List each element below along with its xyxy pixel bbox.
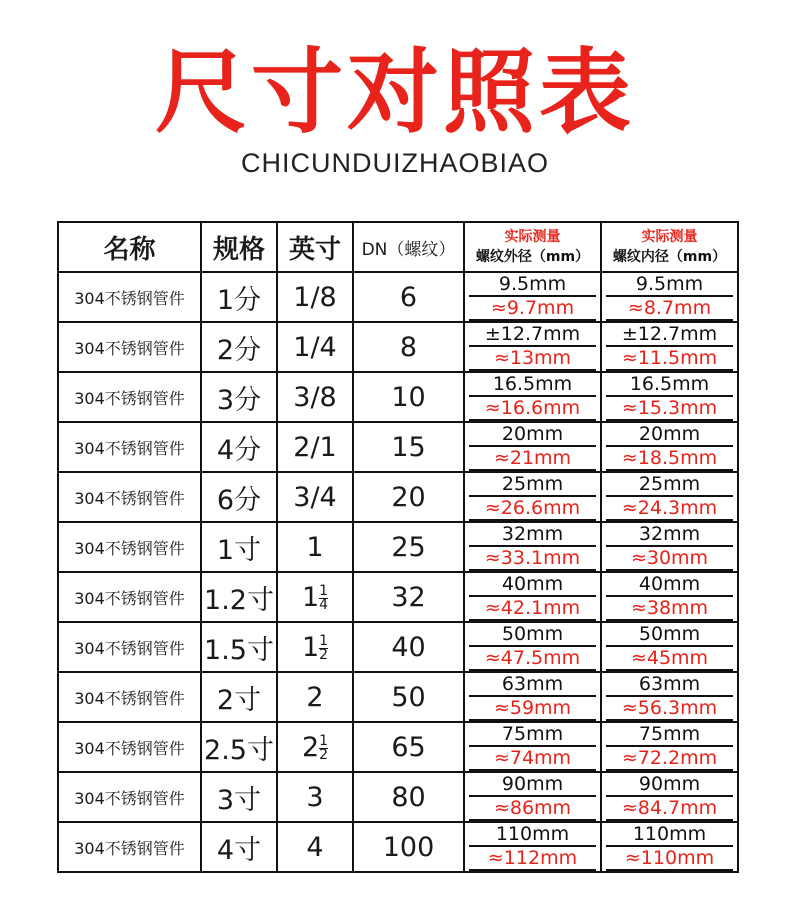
inch-whole: 1	[301, 581, 320, 613]
cell-name: 304不锈钢管件	[58, 422, 201, 472]
cell-spec: 3分	[201, 372, 277, 422]
header-inch: 英寸	[277, 222, 353, 272]
outer-nominal: 110mm	[469, 823, 596, 847]
cell-outer-diameter	[464, 272, 601, 322]
cell-inch	[277, 472, 353, 522]
cell-spec: 2.5寸	[201, 722, 277, 772]
header-inner-line1: 实际测量	[641, 229, 698, 245]
inch-fraction	[319, 632, 329, 663]
inch-numerator: 1	[319, 582, 329, 599]
table-row	[58, 322, 738, 372]
cell-outer-diameter	[464, 622, 601, 672]
cell-dn: 32	[353, 572, 464, 622]
inner-nominal: 20mm	[606, 423, 733, 447]
cell-name: 304不锈钢管件	[58, 772, 201, 822]
cell-dn: 15	[353, 422, 464, 472]
outer-actual: ≈33.1mm	[469, 547, 596, 571]
inch-value: 3/8	[293, 381, 337, 413]
cell-outer-diameter	[464, 522, 601, 572]
cell-inch	[277, 422, 353, 472]
inner-nominal: 25mm	[606, 473, 733, 497]
cell-dn: 8	[353, 322, 464, 372]
cell-outer-diameter	[464, 322, 601, 372]
inch-denominator: 2	[319, 646, 329, 663]
inner-actual: ≈15.3mm	[606, 397, 733, 421]
cell-inch	[277, 372, 353, 422]
outer-nominal: 32mm	[469, 523, 596, 547]
outer-nominal: 16.5mm	[469, 373, 596, 397]
inch-whole: 2	[301, 731, 320, 763]
outer-actual: ≈42.1mm	[469, 597, 596, 621]
cell-outer-diameter	[464, 422, 601, 472]
cell-dn: 20	[353, 472, 464, 522]
inner-actual: ≈56.3mm	[606, 697, 733, 721]
cell-name: 304不锈钢管件	[58, 572, 201, 622]
inner-nominal: 110mm	[606, 823, 733, 847]
cell-inch	[277, 622, 353, 672]
cell-name: 304不锈钢管件	[58, 272, 201, 322]
inch-value: 1/4	[293, 331, 337, 363]
cell-spec: 3寸	[201, 772, 277, 822]
cell-name: 304不锈钢管件	[58, 472, 201, 522]
inner-nominal: 63mm	[606, 673, 733, 697]
cell-inner-diameter	[601, 322, 738, 372]
outer-nominal: ±12.7mm	[469, 323, 596, 347]
cell-outer-diameter	[464, 772, 601, 822]
outer-nominal: 9.5mm	[469, 273, 596, 297]
inch-fraction	[319, 732, 329, 763]
cell-spec: 4寸	[201, 822, 277, 872]
cell-name: 304不锈钢管件	[58, 522, 201, 572]
inner-actual: ≈45mm	[606, 647, 733, 671]
table-row	[58, 272, 738, 322]
outer-nominal: 25mm	[469, 473, 596, 497]
cell-inner-diameter	[601, 372, 738, 422]
cell-inner-diameter	[601, 722, 738, 772]
inch-numerator: 1	[319, 732, 329, 749]
cell-spec: 6分	[201, 472, 277, 522]
cell-spec: 1.2寸	[201, 572, 277, 622]
outer-actual: ≈16.6mm	[469, 397, 596, 421]
cell-spec: 1分	[201, 272, 277, 322]
outer-actual: ≈74mm	[469, 747, 596, 771]
header-spec: 规格	[201, 222, 277, 272]
outer-actual: ≈9.7mm	[469, 297, 596, 321]
cell-dn: 65	[353, 722, 464, 772]
cell-name: 304不锈钢管件	[58, 672, 201, 722]
inch-numerator: 1	[319, 632, 329, 649]
cell-dn: 25	[353, 522, 464, 572]
cell-dn: 50	[353, 672, 464, 722]
cell-inner-diameter	[601, 522, 738, 572]
cell-inner-diameter	[601, 672, 738, 722]
cell-inch	[277, 772, 353, 822]
inner-actual: ≈8.7mm	[606, 297, 733, 321]
inner-actual: ≈72.2mm	[606, 747, 733, 771]
inner-nominal: 40mm	[606, 573, 733, 597]
outer-actual: ≈112mm	[469, 847, 596, 871]
outer-nominal: 90mm	[469, 773, 596, 797]
outer-actual: ≈21mm	[469, 447, 596, 471]
cell-name: 304不锈钢管件	[58, 822, 201, 872]
outer-nominal: 50mm	[469, 623, 596, 647]
inch-fraction	[319, 582, 329, 613]
cell-outer-diameter	[464, 472, 601, 522]
inner-actual: ≈11.5mm	[606, 347, 733, 371]
inch-value: 3	[306, 781, 324, 813]
inch-value: 4	[306, 831, 324, 863]
outer-nominal: 63mm	[469, 673, 596, 697]
inch-value: 1	[306, 531, 324, 563]
outer-actual: ≈47.5mm	[469, 647, 596, 671]
table-row	[58, 472, 738, 522]
cell-spec: 2分	[201, 322, 277, 372]
cell-name: 304不锈钢管件	[58, 622, 201, 672]
cell-inch	[277, 522, 353, 572]
table-row	[58, 522, 738, 572]
inner-nominal: 50mm	[606, 623, 733, 647]
cell-inner-diameter	[601, 622, 738, 672]
inner-actual: ≈84.7mm	[606, 797, 733, 821]
inch-whole: 1	[301, 631, 320, 663]
cell-outer-diameter	[464, 672, 601, 722]
table-row	[58, 772, 738, 822]
header-outer-diameter	[464, 222, 601, 272]
header-outer-line2: 螺纹外径（mm）	[475, 249, 590, 265]
inner-nominal: 16.5mm	[606, 373, 733, 397]
inch-value: 2	[306, 681, 324, 713]
cell-dn: 40	[353, 622, 464, 672]
cell-inch	[277, 272, 353, 322]
inner-actual: ≈24.3mm	[606, 497, 733, 521]
cell-inch	[277, 322, 353, 372]
cell-inch	[277, 572, 353, 622]
inner-nominal: ±12.7mm	[606, 323, 733, 347]
cell-dn: 100	[353, 822, 464, 872]
inner-nominal: 9.5mm	[606, 273, 733, 297]
cell-dn: 10	[353, 372, 464, 422]
cell-inner-diameter	[601, 572, 738, 622]
outer-actual: ≈86mm	[469, 797, 596, 821]
cell-inch	[277, 722, 353, 772]
cell-inner-diameter	[601, 772, 738, 822]
inch-value: 2/1	[293, 431, 337, 463]
inner-nominal: 32mm	[606, 523, 733, 547]
cell-inner-diameter	[601, 272, 738, 322]
cell-name: 304不锈钢管件	[58, 322, 201, 372]
inner-actual: ≈38mm	[606, 597, 733, 621]
cell-name: 304不锈钢管件	[58, 372, 201, 422]
page-subtitle: CHICUNDUIZHAOBIAO	[240, 148, 549, 178]
cell-spec: 1.5寸	[201, 622, 277, 672]
inner-actual: ≈18.5mm	[606, 447, 733, 471]
table-row	[58, 372, 738, 422]
size-comparison-table	[57, 221, 739, 873]
cell-spec: 1寸	[201, 522, 277, 572]
outer-actual: ≈13mm	[469, 347, 596, 371]
cell-spec: 4分	[201, 422, 277, 472]
cell-dn: 80	[353, 772, 464, 822]
page-title: 尺寸对照表	[154, 39, 635, 146]
table-row	[58, 422, 738, 472]
table-row	[58, 722, 738, 772]
outer-nominal: 20mm	[469, 423, 596, 447]
inner-nominal: 90mm	[606, 773, 733, 797]
inner-nominal: 75mm	[606, 723, 733, 747]
header-outer-line1: 实际测量	[504, 229, 561, 245]
header-inner-line2: 螺纹内径（mm）	[612, 249, 727, 265]
table-row	[58, 672, 738, 722]
cell-inch	[277, 672, 353, 722]
table-header-row	[58, 222, 738, 272]
cell-inner-diameter	[601, 422, 738, 472]
inner-actual: ≈110mm	[606, 847, 733, 871]
table-row	[58, 572, 738, 622]
cell-outer-diameter	[464, 722, 601, 772]
outer-nominal: 40mm	[469, 573, 596, 597]
cell-inner-diameter	[601, 822, 738, 872]
header-name: 名称	[58, 222, 201, 272]
header-inner-diameter	[601, 222, 738, 272]
inch-value: 1/8	[293, 281, 337, 313]
cell-outer-diameter	[464, 572, 601, 622]
outer-nominal: 75mm	[469, 723, 596, 747]
inner-actual: ≈30mm	[606, 547, 733, 571]
cell-name: 304不锈钢管件	[58, 722, 201, 772]
cell-outer-diameter	[464, 822, 601, 872]
outer-actual: ≈59mm	[469, 697, 596, 721]
cell-outer-diameter	[464, 372, 601, 422]
cell-spec: 2寸	[201, 672, 277, 722]
inch-denominator: 4	[319, 596, 329, 613]
cell-dn: 6	[353, 272, 464, 322]
header-dn: DN（螺纹）	[353, 222, 464, 272]
table-row	[58, 822, 738, 872]
cell-inch	[277, 822, 353, 872]
inch-denominator: 2	[319, 746, 329, 763]
cell-inner-diameter	[601, 472, 738, 522]
table-row	[58, 622, 738, 672]
inch-value: 3/4	[293, 481, 337, 513]
outer-actual: ≈26.6mm	[469, 497, 596, 521]
